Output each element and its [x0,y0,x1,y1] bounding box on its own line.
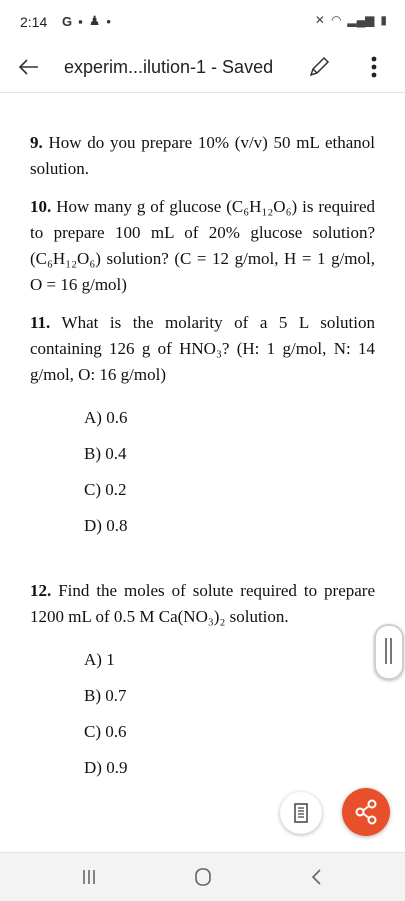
edit-pen-icon[interactable] [304,52,334,82]
question-text: How do you prepare 10% (v/v) 50 mL ethanol solution. [30,133,376,178]
question-number: 10. [30,197,52,216]
options-list [84,642,375,786]
document-body [30,130,375,786]
option-c: C) 0.6 [84,722,127,741]
back-nav-icon[interactable] [302,863,332,891]
option-a: A) 0.6 [84,408,128,427]
question-9 [30,130,375,182]
option-b: B) 0.4 [84,444,127,463]
status-right-icons [315,13,387,27]
status-bar [0,0,405,44]
scroll-handle[interactable] [374,624,404,680]
question-number: 9. [30,133,43,152]
question-11 [30,310,375,544]
share-icon [342,788,390,836]
status-time: 2:14 [20,14,48,30]
option-a: A) 1 [84,650,115,669]
more-options-icon[interactable] [362,52,386,82]
question-number: 12. [30,581,52,600]
options-list [84,400,375,544]
question-12 [30,578,375,786]
mute-icon: ✕ [314,13,325,27]
question-number: 11. [30,313,51,332]
share-button[interactable] [342,788,390,836]
system-nav-bar [0,852,405,901]
option-d: D) 0.9 [84,758,128,777]
recent-apps-icon[interactable] [74,863,104,891]
question-text: How many g of glucose (C₆H₁₂O₆) is required to prepare 100 mL of 20% glucose solution? (C₆H₁₂O₆) solution? (C = 12 g/mol, H = 1 g/mol, O = 16 g/mol) [30,197,376,294]
signal-icon: ▂▄▆ [347,13,375,27]
option-b: B) 0.7 [84,686,127,705]
app-bar [0,44,405,93]
battery-icon: ▮ [380,13,387,27]
status-left-icons [62,13,111,29]
question-text: Find the moles of solute required to prepare 1200 mL of 0.5 M Ca(NO₃)₂ solution. [30,581,376,626]
google-icon: G [62,13,73,29]
wifi-icon: ◠ [330,13,342,27]
read-mode-icon [280,792,322,834]
question-10 [30,194,375,298]
question-text: What is the molarity of a 5 L solution containing 126 g of HNO₃? (H: 1 g/mol, N: 14 g/mol, O: 16 g/mol) [30,313,375,384]
message-icon: ▪ [78,13,83,29]
option-d: D) 0.8 [84,516,128,535]
back-arrow-icon[interactable] [14,52,44,82]
read-mode-button[interactable] [280,792,322,834]
notification-icon: ♟ [88,13,101,28]
dot-icon: • [106,13,111,29]
document-title: experim...ilution-1 - Saved [64,57,274,77]
home-icon[interactable] [188,863,218,891]
option-c: C) 0.2 [84,480,127,499]
